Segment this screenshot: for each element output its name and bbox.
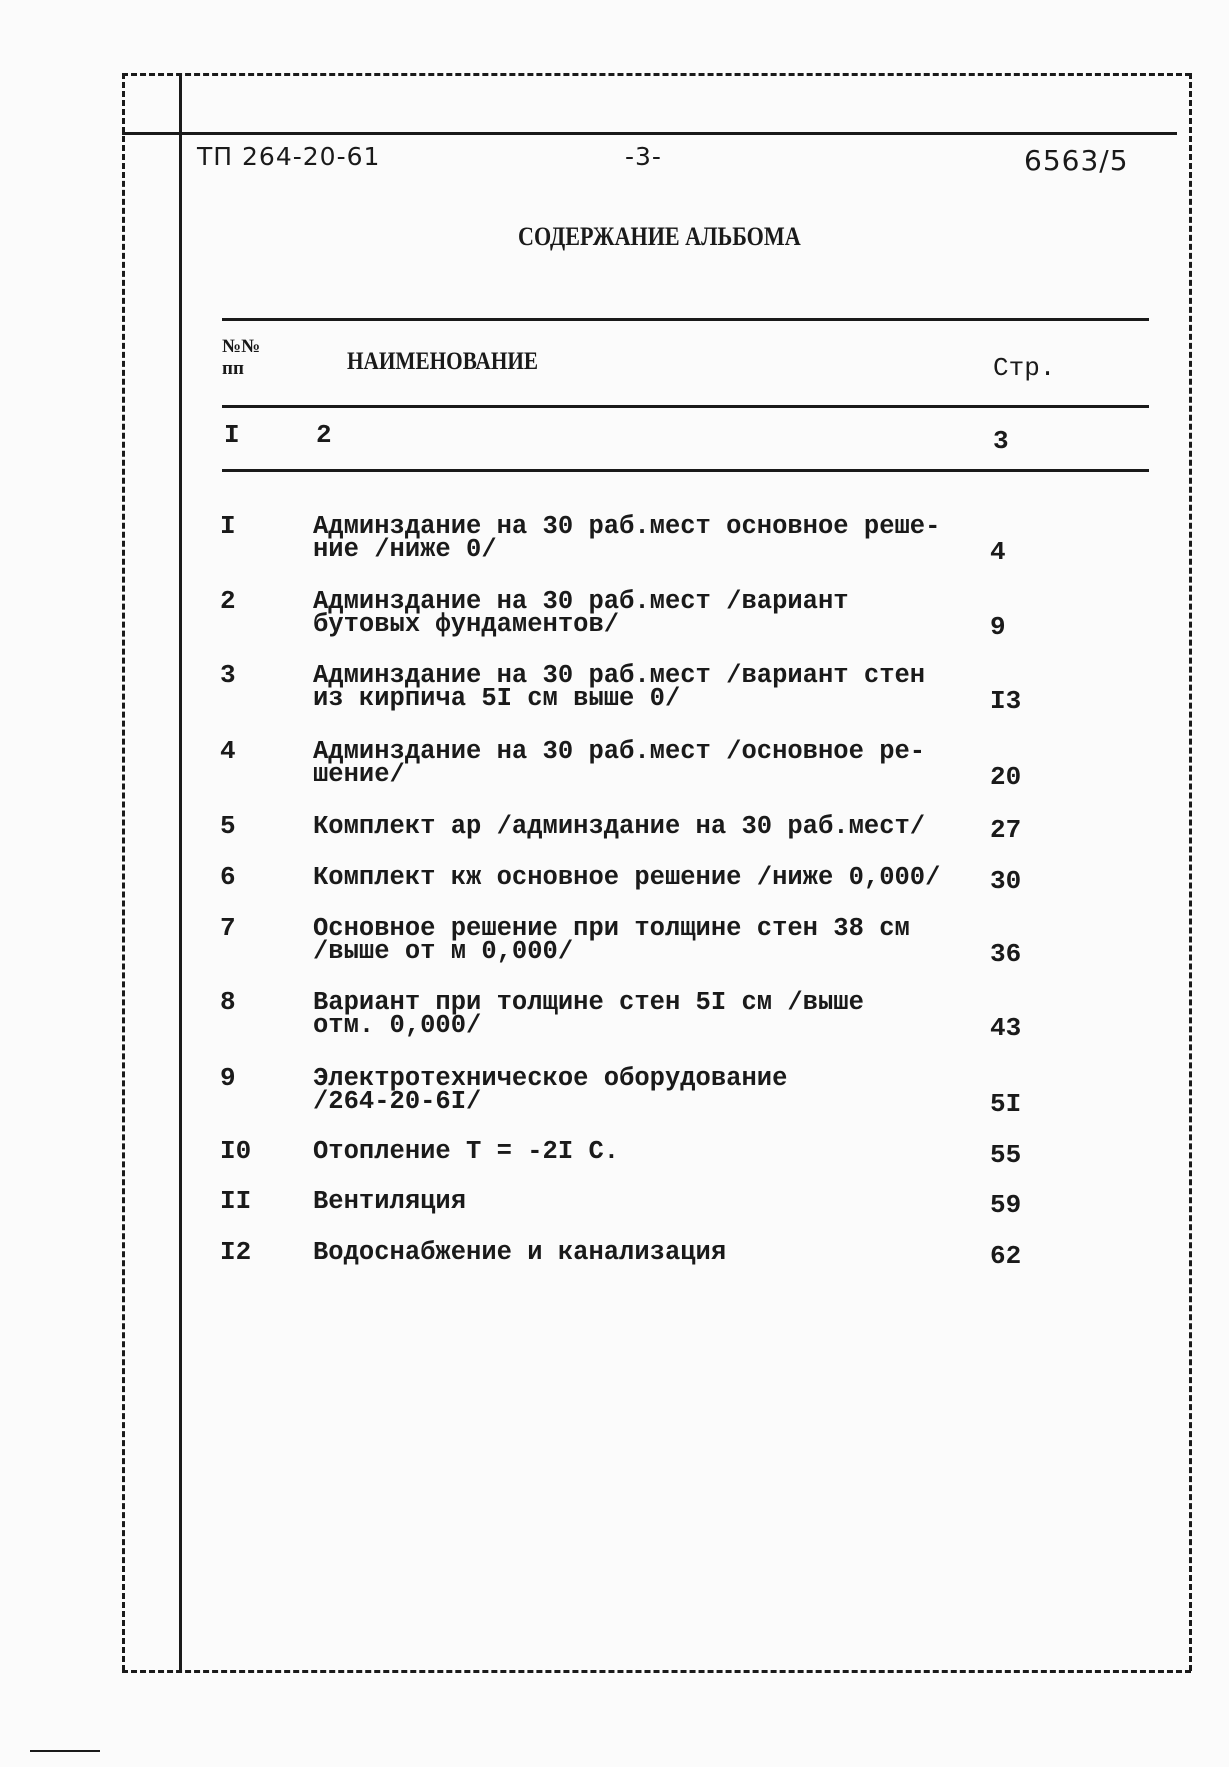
row-page: 62 xyxy=(990,1241,1022,1271)
frame-right-border xyxy=(1189,73,1192,1671)
row-number: II xyxy=(220,1186,252,1216)
row-number: 5 xyxy=(220,811,236,841)
row-title-line: Админздание на 30 раб.мест /основное ре- xyxy=(313,737,926,766)
column-header-page: Стр. xyxy=(993,353,1056,383)
row-page: 59 xyxy=(990,1190,1022,1220)
row-number: I2 xyxy=(220,1237,252,1267)
row-title-line: бутовых фундаментов/ xyxy=(313,610,620,639)
row-number: 4 xyxy=(220,736,236,766)
row-title-line: Электротехническое оборудование xyxy=(313,1064,788,1093)
row-title-line: Водоснабжение и канализация xyxy=(313,1238,727,1267)
row-number: 3 xyxy=(220,660,236,690)
row-page: I3 xyxy=(990,686,1022,716)
row-number: 7 xyxy=(220,913,236,943)
binding-margin-line xyxy=(179,73,182,1671)
column-number-2: 2 xyxy=(316,420,332,450)
row-title-line: отм. 0,000/ xyxy=(313,1011,482,1040)
page-number: -3- xyxy=(625,142,662,171)
frame-bottom-border xyxy=(122,1670,1191,1673)
row-title-line: ние /ниже 0/ xyxy=(313,535,497,564)
row-page: 20 xyxy=(990,762,1022,792)
column-header-number-line1: №№ xyxy=(222,336,261,357)
column-header-number-line2: пп xyxy=(222,358,244,379)
row-number: 8 xyxy=(220,987,236,1017)
row-page: 43 xyxy=(990,1013,1022,1043)
row-title-line: из кирпича 5I см выше 0/ xyxy=(313,684,681,713)
row-number: 9 xyxy=(220,1063,236,1093)
row-number: 2 xyxy=(220,586,236,616)
row-page: 55 xyxy=(990,1140,1022,1170)
column-header-name: НАИМЕНОВАНИЕ xyxy=(347,348,539,375)
row-page: 9 xyxy=(990,612,1006,642)
archive-number: 6563/5 xyxy=(1024,144,1129,177)
table-numbering-rule xyxy=(222,469,1149,472)
column-header-number xyxy=(222,336,260,380)
row-title-line: /выше от м 0,000/ xyxy=(313,937,574,966)
column-number-1: I xyxy=(224,420,240,450)
row-page: 27 xyxy=(990,815,1022,845)
frame-left-border xyxy=(122,73,125,1671)
row-number: I xyxy=(220,511,236,541)
row-page: 5I xyxy=(990,1089,1022,1119)
column-number-3: 3 xyxy=(993,426,1009,456)
row-title-line: Комплект кж основное решение /ниже 0,000/ xyxy=(313,863,941,892)
row-page: 36 xyxy=(990,939,1022,969)
table-top-rule xyxy=(222,318,1149,321)
row-page: 4 xyxy=(990,537,1006,567)
row-title-line: Вентиляция xyxy=(313,1187,467,1216)
row-title-line: Комплект ар /админздание на 30 раб.мест/ xyxy=(313,812,926,841)
frame-top-border xyxy=(122,73,1191,76)
row-title-line: Основное решение при толщине стен 38 см xyxy=(313,914,910,943)
row-title-line: шение/ xyxy=(313,760,405,789)
row-number: 6 xyxy=(220,862,236,892)
row-title-line: /264-20-6I/ xyxy=(313,1087,482,1116)
table-header-rule xyxy=(222,405,1149,408)
header-line xyxy=(122,132,1177,135)
row-title-line: Админздание на 30 раб.мест /вариант стен xyxy=(313,661,926,690)
doc-code: ТП 264-20-61 xyxy=(197,142,381,171)
row-number: I0 xyxy=(220,1136,252,1166)
row-title-line: Админздание на 30 раб.мест /вариант xyxy=(313,587,849,616)
row-title-line: Отопление Т = -2I С. xyxy=(313,1137,620,1166)
row-title-line: Админздание на 30 раб.мест основное реше- xyxy=(313,512,941,541)
margin-mark xyxy=(30,1750,100,1752)
row-title-line: Вариант при толщине стен 5I см /выше xyxy=(313,988,864,1017)
page-title: СОДЕРЖАНИЕ АЛЬБОМА xyxy=(518,222,801,251)
row-page: 30 xyxy=(990,866,1022,896)
